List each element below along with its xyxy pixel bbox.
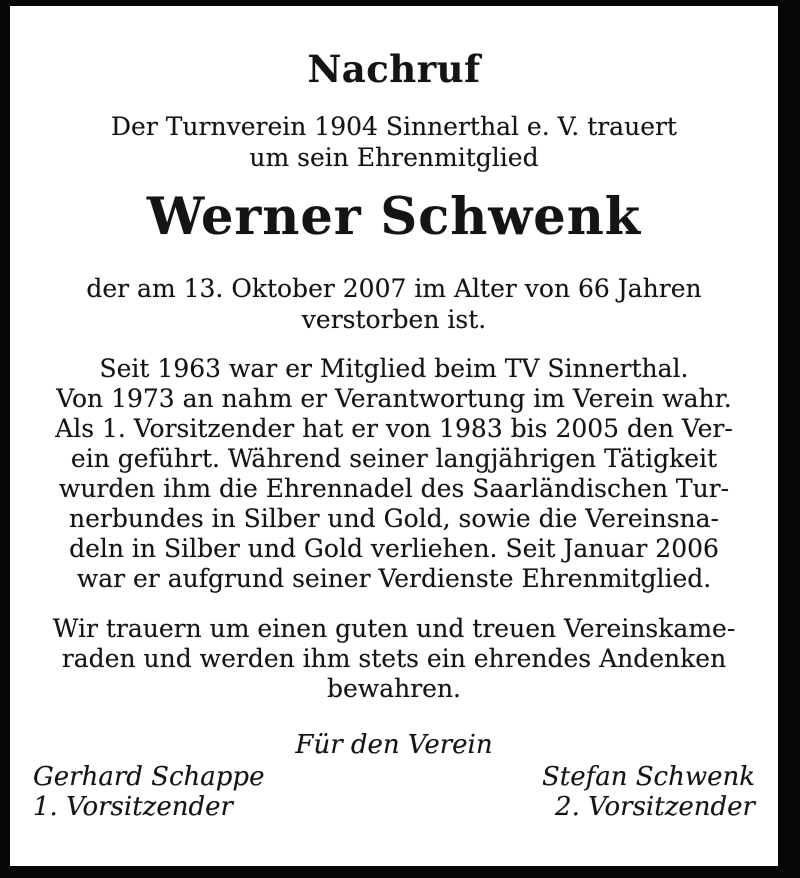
biography-line-4: ein geführt. Während seiner langjährigen Tätigkeit (70, 444, 718, 473)
signature-left (33, 762, 264, 822)
biography-line-2: Von 1973 an nahm er Verantwortung im Verein wahr. (56, 384, 732, 413)
biography-line-7: deln in Silber und Gold verliehen. Seit Januar 2006 (69, 534, 719, 563)
biography-line-6: nerbundes in Silber und Gold, sowie die Vereinsna- (69, 504, 719, 533)
signature-right-role: 2. Vorsitzender (555, 792, 755, 822)
biography-line-1: Seit 1963 war er Mitglied beim TV Sinnerthal. (99, 354, 689, 383)
farewell-paragraph (10, 614, 778, 704)
intro-line-1: Der Turnverein 1904 Sinnerthal e. V. trauert (111, 112, 677, 141)
farewell-line-3: bewahren. (327, 674, 461, 703)
farewell-line-1: Wir trauern um einen guten und treuen Vereinskame- (52, 614, 736, 643)
deceased-name: Werner Schwenk (146, 187, 642, 247)
notice-title: Nachruf (307, 47, 481, 91)
biography-line-5: wurden ihm die Ehrennadel des Saarländischen Tur- (58, 474, 730, 503)
intro-block (10, 111, 778, 173)
closing-line: Für den Verein (295, 730, 493, 760)
biography-paragraph (10, 354, 778, 594)
signature-left-role: 1. Vorsitzender (33, 792, 233, 822)
death-line-2: verstorben ist. (301, 305, 487, 334)
death-block (10, 273, 778, 335)
signature-right-name: Stefan Schwenk (541, 762, 755, 792)
signature-right (542, 762, 755, 822)
death-line-1: der am 13. Oktober 2007 im Alter von 66 Jahren (86, 274, 702, 303)
intro-line-2: um sein Ehrenmitglied (249, 143, 539, 172)
farewell-line-2: raden und werden ihm stets ein ehrendes Andenken (61, 644, 727, 673)
signature-left-name: Gerhard Schappe (33, 762, 265, 792)
biography-line-8: war er aufgrund seiner Verdienste Ehrenmitglied. (76, 564, 712, 593)
signature-row (10, 762, 778, 822)
biography-line-3: Als 1. Vorsitzender hat er von 1983 bis 2005 den Ver- (55, 414, 733, 443)
obituary-paper (10, 6, 778, 866)
